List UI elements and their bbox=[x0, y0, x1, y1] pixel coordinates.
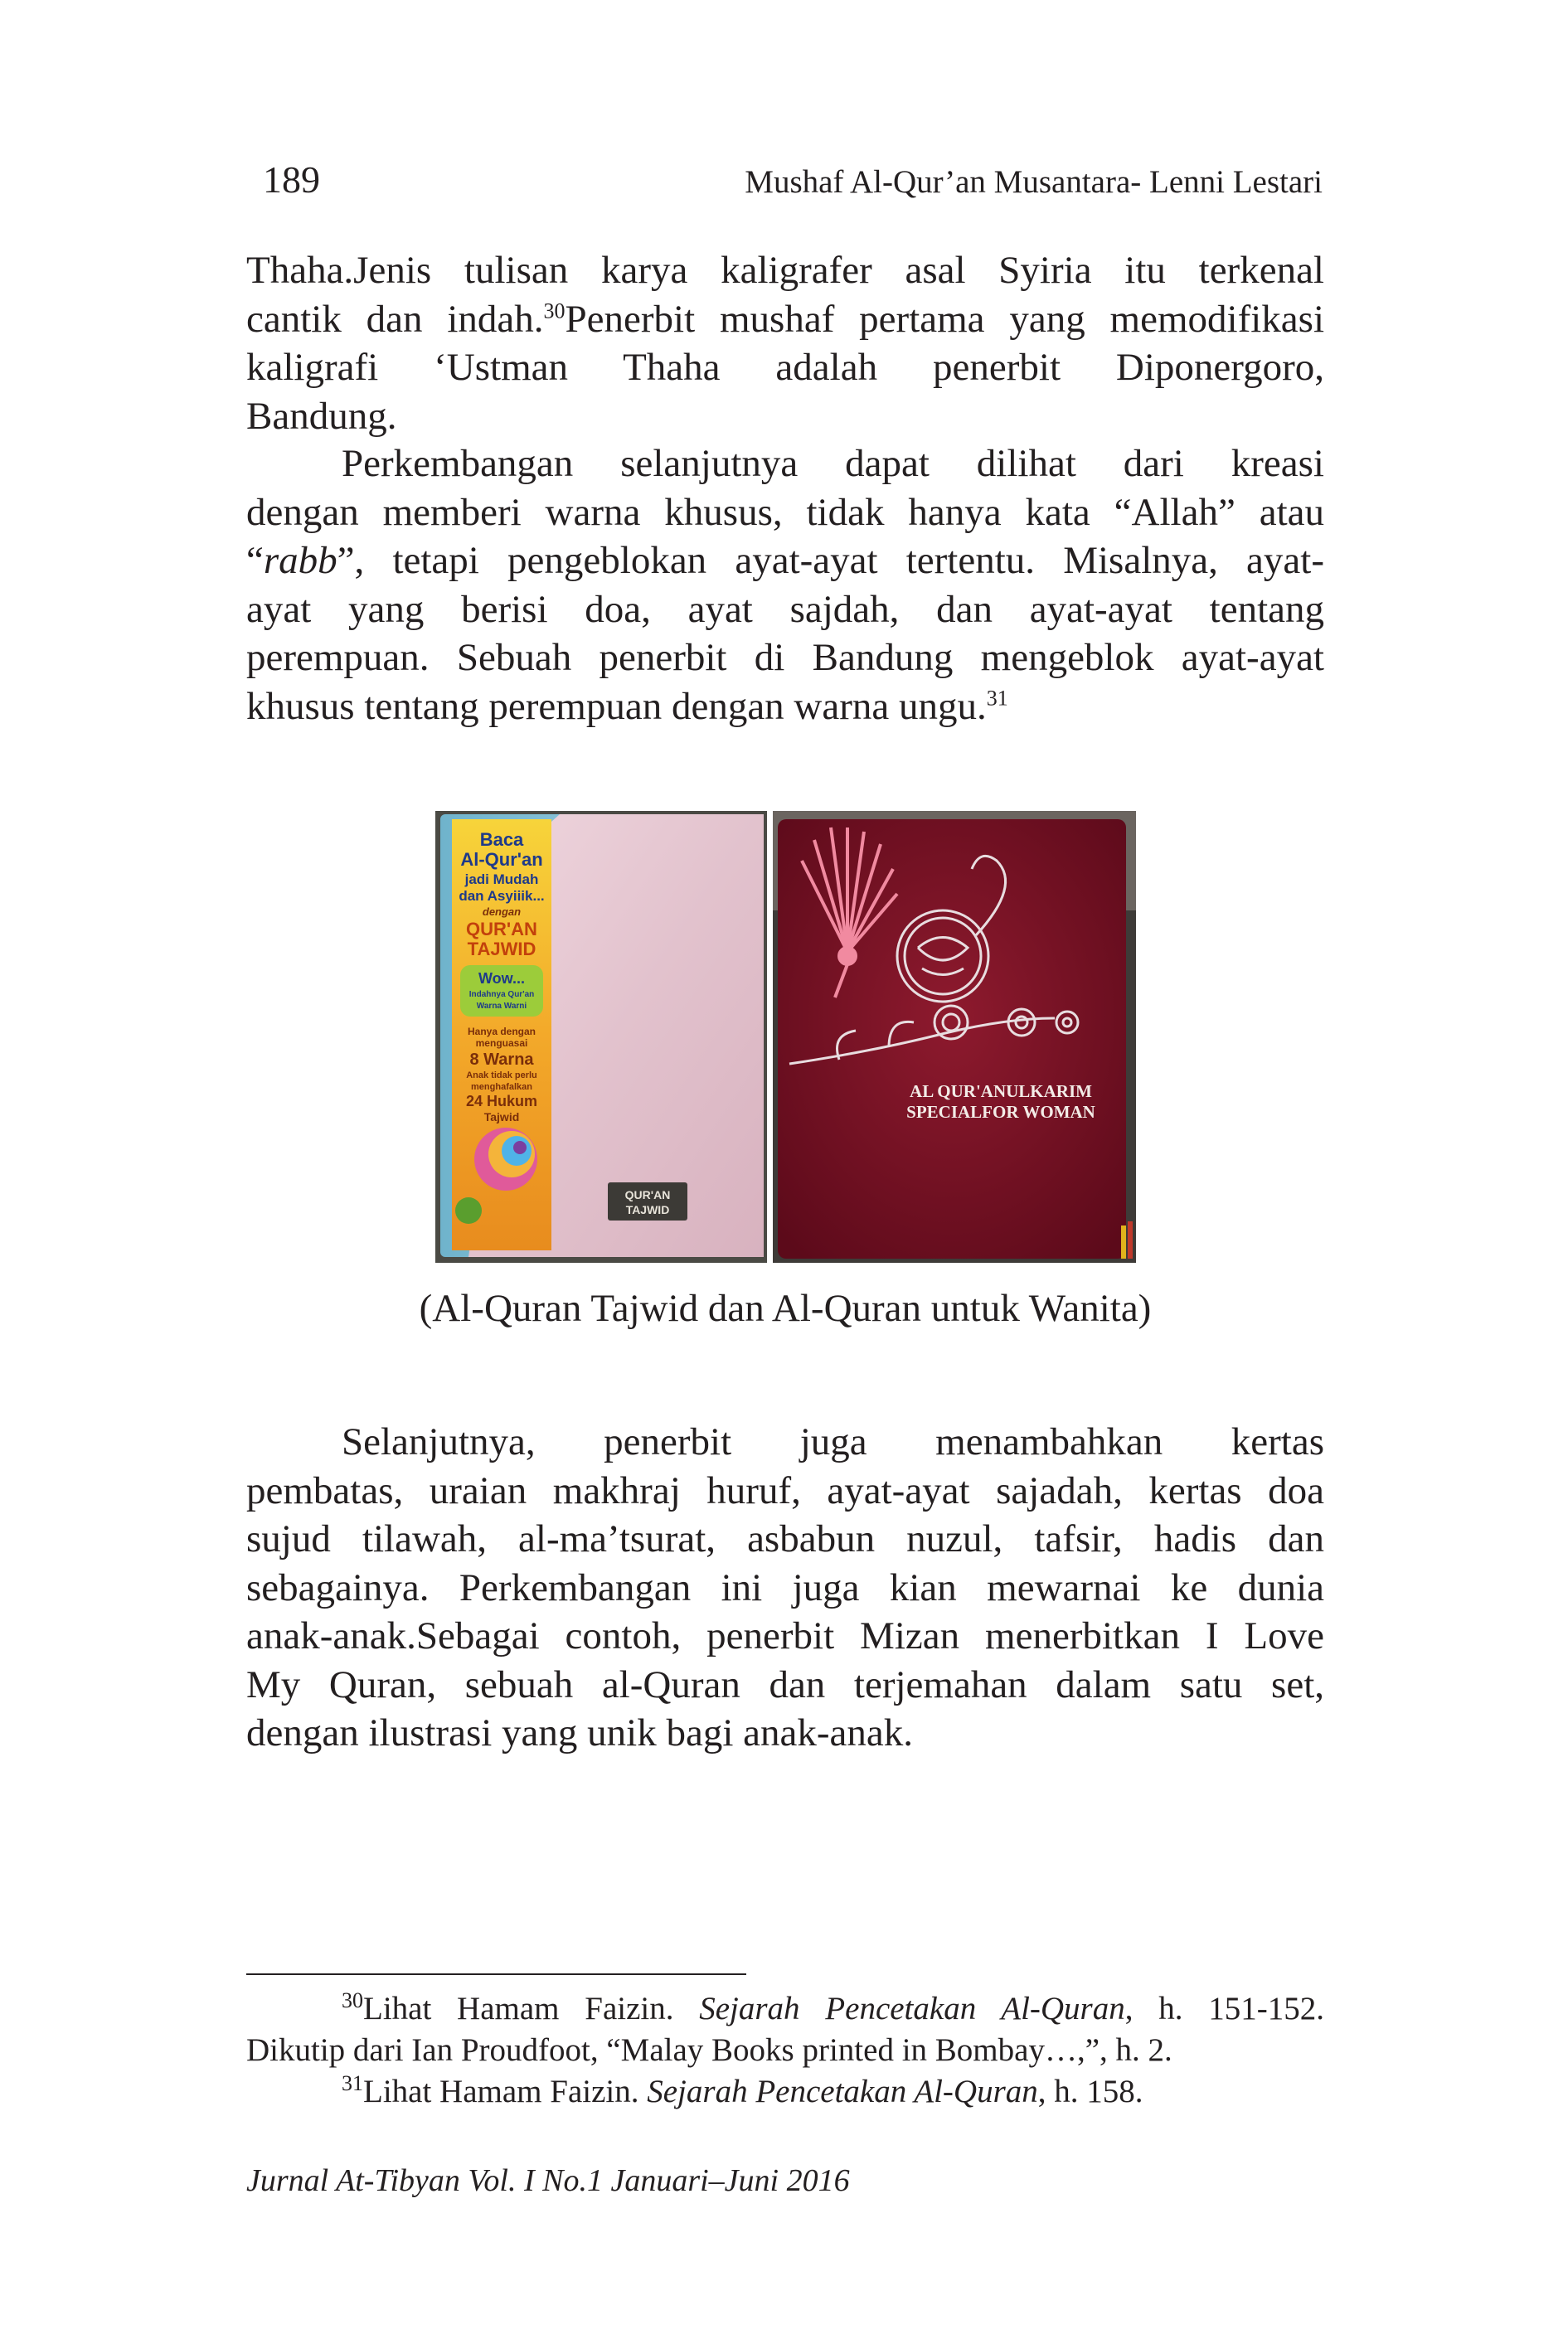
banner-text: Indahnya Qur'an bbox=[468, 990, 535, 999]
footnote-number: 31 bbox=[342, 2071, 363, 2095]
quran-tajwid-photo bbox=[435, 811, 767, 1263]
text-line: pembatas, uraian makhraj huruf, ayat-ayat sajadah, kertas doa bbox=[246, 1468, 1324, 1512]
banner-text: jadi Mudah bbox=[464, 871, 539, 887]
running-title: Mushaf Al-Qur’an Musantara- Lenni Lestari bbox=[745, 164, 1323, 200]
text-line bbox=[246, 295, 1324, 344]
text-span: Penerbit mushaf pertama yang memodifikasi bbox=[565, 297, 1324, 341]
quran-women-photo bbox=[773, 811, 1136, 1263]
footnote-30-cont: Dikutip dari Ian Proudfoot, “Malay Books printed in Bombay…,”, h. 2. bbox=[246, 2032, 1172, 2068]
banner-text: QUR'AN bbox=[466, 919, 537, 939]
footnotes bbox=[246, 1988, 1324, 2113]
ribbon-bookmark bbox=[1121, 1225, 1126, 1259]
figure-caption: (Al-Quran Tajwid dan Al-Quran untuk Wanita) bbox=[419, 1287, 1152, 1330]
text-line bbox=[246, 536, 1324, 585]
journal-footer: Jurnal At-Tibyan Vol. I No.1 Januari–Juni 2016 bbox=[246, 2163, 850, 2198]
banner-text: menghafalkan bbox=[471, 1082, 532, 1092]
text-line: Selanjutnya, penerbit juga menambahkan kertas bbox=[342, 1420, 1324, 1463]
banner-text: 8 Warna bbox=[469, 1051, 534, 1069]
text-span: cantik dan indah. bbox=[246, 297, 544, 341]
paragraph-1 bbox=[246, 246, 1324, 440]
text-line: anak-anak.Sebagai contoh, penerbit Mizan menerbitkan I Love bbox=[246, 1614, 1324, 1657]
rainbow-swirl-icon bbox=[474, 1128, 537, 1191]
text-line: My Quran, sebuah al-Quran dan terjemahan dalam satu set, bbox=[246, 1662, 1324, 1706]
banner-text: Al-Qur'an bbox=[460, 849, 543, 870]
banner-text: Anak tidak perlu bbox=[466, 1070, 537, 1080]
banner-text: Baca bbox=[479, 829, 524, 850]
paragraph-3 bbox=[246, 1418, 1324, 1758]
text-line: dengan memberi warna khusus, tidak hanya kata “Allah” atau bbox=[246, 490, 1324, 534]
footnote-number: 30 bbox=[342, 1988, 363, 2012]
footnote-divider bbox=[246, 1973, 746, 1975]
text-span: khusus tentang perempuan dengan warna ungu. bbox=[246, 684, 987, 728]
text-line: kaligrafi ‘Ustman Thaha adalah penerbit Diponergoro, bbox=[246, 346, 1324, 389]
banner-text: dan Asyiiik... bbox=[459, 888, 545, 904]
banner-text: Hanya dengan bbox=[467, 1026, 536, 1037]
text-span: “ bbox=[246, 539, 264, 582]
footnote-ref-31: 31 bbox=[986, 685, 1008, 710]
text-line: ayat yang berisi doa, ayat sajdah, dan ayat-ayat tentang bbox=[246, 587, 1324, 631]
text-span: , h. 151-152. bbox=[1124, 1991, 1324, 2026]
italic-title: Sejarah Pencetakan Al-Quran bbox=[647, 2074, 1038, 2109]
cover-title: SPECIALFOR WOMAN bbox=[906, 1102, 1095, 1122]
ribbon-bookmark bbox=[1128, 1221, 1133, 1259]
text-line: sebagainya. Perkembangan ini juga kian mewarnai ke dunia bbox=[246, 1565, 1324, 1609]
text-line: perempuan. Sebuah penerbit di Bandung mengeblok ayat-ayat bbox=[246, 636, 1324, 679]
footnote-30 bbox=[246, 1988, 1324, 2030]
banner-text: TAJWID bbox=[467, 939, 536, 959]
text-line: dengan ilustrasi yang unik bagi anak-anak. bbox=[246, 1711, 913, 1754]
text-span: Lihat Hamam Faizin. bbox=[363, 1991, 700, 2026]
italic-term: rabb bbox=[263, 539, 337, 582]
text-span: ”, tetapi pengeblokan ayat-ayat tertentu. Misalnya, ayat- bbox=[337, 539, 1324, 582]
banner-text: Warna Warni bbox=[476, 1002, 527, 1011]
italic-title: Sejarah Pencetakan Al-Quran bbox=[699, 1991, 1125, 2026]
banner-text: 24 Hukum bbox=[465, 1093, 538, 1109]
footnote-ref-30: 30 bbox=[543, 298, 566, 323]
banner-text: dengan bbox=[482, 905, 522, 918]
cover-title: AL QUR'ANULKARIM bbox=[910, 1081, 1092, 1101]
banner-text: menguasai bbox=[475, 1037, 528, 1049]
text-line bbox=[246, 682, 1324, 731]
text-span: Lihat Hamam Faizin. bbox=[363, 2074, 648, 2109]
badge-text: QUR'AN bbox=[624, 1188, 671, 1201]
text-line: Bandung. bbox=[246, 394, 397, 438]
text-line: Perkembangan selanjutnya dapat dilihat dari kreasi bbox=[342, 442, 1324, 485]
footnote-31 bbox=[246, 2071, 1324, 2113]
banner-text: Tajwid bbox=[483, 1110, 520, 1124]
text-line: Thaha.Jenis tulisan karya kaligrafer asal Syiria itu terkenal bbox=[246, 249, 1324, 292]
paragraph-2 bbox=[246, 439, 1324, 730]
text-line: sujud tilawah, al-ma’tsurat, asbabun nuzul, tafsir, hadis dan bbox=[246, 1517, 1324, 1560]
page-number: 189 bbox=[263, 158, 320, 201]
logo-icon bbox=[455, 1197, 482, 1224]
banner-text: Wow... bbox=[478, 970, 525, 987]
badge-text: TAJWID bbox=[625, 1203, 670, 1216]
text-span: , h. 158. bbox=[1037, 2074, 1143, 2109]
